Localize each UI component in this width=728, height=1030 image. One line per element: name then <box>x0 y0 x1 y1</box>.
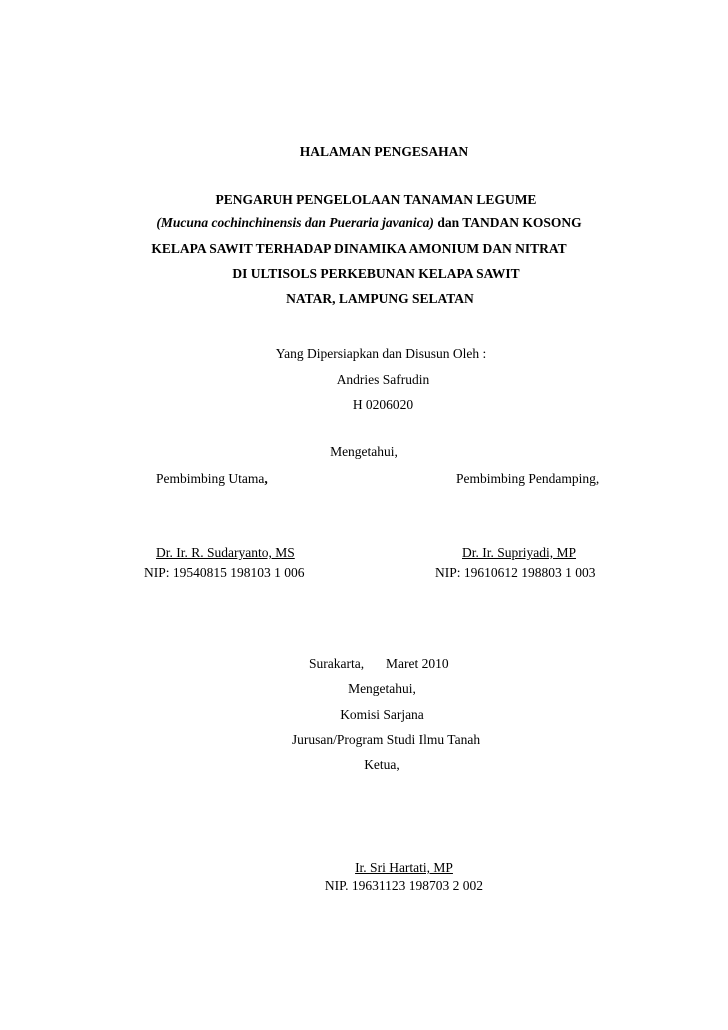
committee-role: Ketua, <box>364 757 400 772</box>
thesis-title-line-4: DI ULTISOLS PERKEBUNAN KELAPA SAWIT <box>232 266 520 281</box>
place: Surakarta, <box>309 656 365 671</box>
co-supervisor-nip: NIP: 19610612 198803 1 003 <box>435 565 596 580</box>
department: Jurusan/Program Studi Ilmu Tanah <box>291 732 481 747</box>
page-title: HALAMAN PENGESAHAN <box>299 144 469 159</box>
co-supervisor-name: Dr. Ir. Supriyadi, MP <box>462 545 577 560</box>
co-supervisor-label: Pembimbing Pendamping, <box>456 471 600 486</box>
committee-acknowledged: Mengetahui, <box>348 681 416 696</box>
chair-name: Ir. Sri Hartati, MP <box>355 860 453 875</box>
date: Maret 2010 <box>386 656 449 671</box>
author-id: H 0206020 <box>352 397 414 412</box>
thesis-title-line-2-rest: dan TANDAN KOSONG <box>433 215 582 230</box>
thesis-title-line-2 <box>5 215 728 231</box>
thesis-title-line-5: NATAR, LAMPUNG SELATAN <box>286 291 474 306</box>
thesis-title-species: (Mucuna cochinchinensis dan Pueraria javanica) <box>156 215 434 230</box>
thesis-title-line-3: KELAPA SAWIT TERHADAP DINAMIKA AMONIUM DAN NITRAT <box>151 241 567 256</box>
prepared-by-label: Yang Dipersiapkan dan Disusun Oleh : <box>275 346 487 361</box>
main-supervisor-label: Pembimbing Utama, <box>156 471 268 486</box>
committee-name: Komisi Sarjana <box>340 707 424 722</box>
acknowledged-label: Mengetahui, <box>330 444 398 459</box>
author-name: Andries Safrudin <box>336 372 430 387</box>
main-supervisor-nip: NIP: 19540815 198103 1 006 <box>144 565 305 580</box>
thesis-title-line-1: PENGARUH PENGELOLAAN TANAMAN LEGUME <box>215 192 537 207</box>
chair-nip: NIP. 19631123 198703 2 002 <box>324 878 484 893</box>
main-supervisor-name: Dr. Ir. R. Sudaryanto, MS <box>156 545 295 560</box>
